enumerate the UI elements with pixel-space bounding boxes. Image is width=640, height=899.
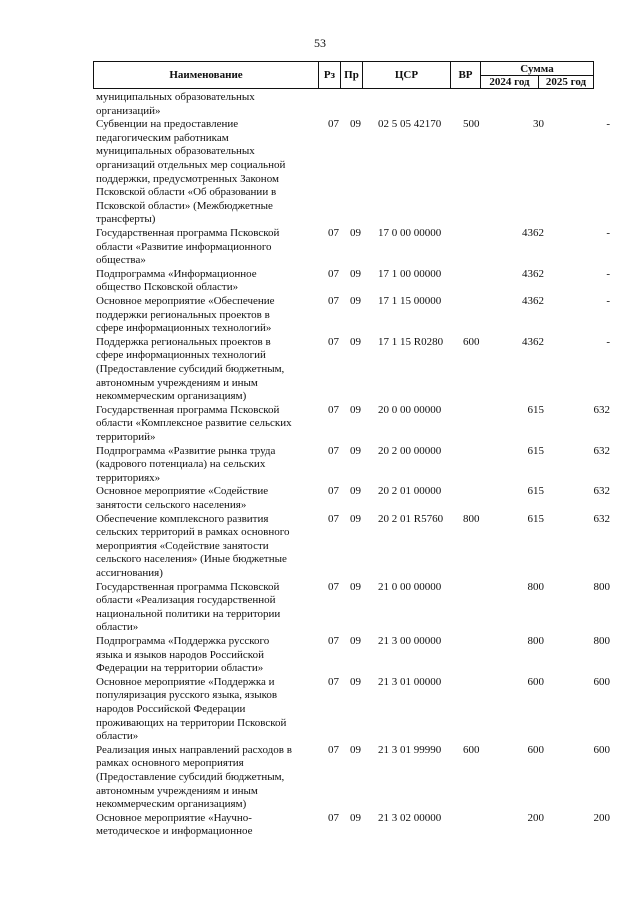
row-csr: 21 3 01 00000 xyxy=(378,675,442,688)
row-name-line: муниципальных образовательных xyxy=(96,145,255,158)
row-name xyxy=(96,295,314,336)
row-name-line: Государственная программа Псковской xyxy=(96,580,280,593)
row-sum-2025: 632 xyxy=(593,444,610,457)
row-name-line: языка и языков народов Российской xyxy=(96,648,264,661)
row-pr: 09 xyxy=(350,403,361,416)
row-csr: 02 5 05 42170 xyxy=(378,118,442,131)
row-csr: 17 1 15 00000 xyxy=(378,294,442,307)
row-name-line: сельских территорий в рамках основного xyxy=(96,526,290,539)
row-name-line: проживающих на территории Псковской xyxy=(96,716,287,729)
row-pr: 09 xyxy=(350,335,361,348)
row-pr: 09 xyxy=(350,634,361,647)
header-pr: Пр xyxy=(341,62,363,89)
row-sum-2025: 800 xyxy=(593,634,610,647)
row-sum-2025: 632 xyxy=(593,512,610,525)
row-sum-2024: 600 xyxy=(527,743,544,756)
row-name xyxy=(96,268,314,295)
table-row xyxy=(0,227,640,268)
table-header xyxy=(93,61,594,89)
row-name-line: территорий» xyxy=(96,430,156,443)
row-csr: 20 0 00 00000 xyxy=(378,403,442,416)
row-name-line: некоммерческим организациям) xyxy=(96,798,247,811)
row-csr: 21 3 00 00000 xyxy=(378,634,442,647)
table-row xyxy=(0,513,640,581)
row-pr: 09 xyxy=(350,675,361,688)
header-vr: ВР xyxy=(451,62,481,89)
row-rz: 07 xyxy=(328,743,339,756)
row-name-line: Подпрограмма «Информационное xyxy=(96,267,257,280)
row-name-line: Псковской области» (Межбюджетные xyxy=(96,199,273,212)
row-name-line: народов Российской Федерации xyxy=(96,702,246,715)
table-row xyxy=(0,485,640,512)
header-2025: 2025 год xyxy=(539,76,594,89)
row-pr: 09 xyxy=(350,226,361,239)
row-name-line: области «Реализация государственной xyxy=(96,594,276,607)
row-vr: 600 xyxy=(463,335,480,348)
row-name-line: Поддержка региональных проектов в xyxy=(96,335,271,348)
row-name xyxy=(96,812,314,839)
row-pr: 09 xyxy=(350,485,361,498)
row-rz: 07 xyxy=(328,485,339,498)
table-body xyxy=(0,91,640,839)
row-sum-2024: 615 xyxy=(527,403,544,416)
table-row xyxy=(0,635,640,676)
row-name-line: педагогическим работникам xyxy=(96,131,229,144)
row-name-line: общества» xyxy=(96,254,146,267)
header-2024: 2024 год xyxy=(481,76,539,89)
row-sum-2025: 600 xyxy=(593,675,610,688)
row-pr: 09 xyxy=(350,743,361,756)
row-name-line: Основное мероприятие «Содействие xyxy=(96,485,269,498)
row-sum-2024: 800 xyxy=(527,634,544,647)
row-name-line: методическое и информационное xyxy=(96,825,253,838)
row-sum-2025: - xyxy=(606,118,610,131)
row-pr: 09 xyxy=(350,444,361,457)
row-name-line: автономным учреждениям и иным xyxy=(96,784,258,797)
row-name xyxy=(96,91,314,118)
row-pr: 09 xyxy=(350,118,361,131)
row-name xyxy=(96,485,314,512)
row-name xyxy=(96,118,314,227)
row-sum-2025: 800 xyxy=(593,580,610,593)
row-name-line: популяризация русского языка, языков xyxy=(96,689,278,702)
row-rz: 07 xyxy=(328,226,339,239)
row-rz: 07 xyxy=(328,634,339,647)
row-name-line: некоммерческим организациям) xyxy=(96,390,247,403)
row-sum-2025: - xyxy=(606,226,610,239)
row-sum-2024: 4362 xyxy=(522,294,544,307)
table-row xyxy=(0,744,640,812)
row-name xyxy=(96,336,314,404)
header-rz: Рз xyxy=(319,62,341,89)
row-sum-2024: 4362 xyxy=(522,267,544,280)
row-sum-2025: - xyxy=(606,294,610,307)
row-name-line: Основное мероприятие «Обеспечение xyxy=(96,294,275,307)
table-row xyxy=(0,581,640,635)
row-csr: 21 0 00 00000 xyxy=(378,580,442,593)
row-name-line: Реализация иных направлений расходов в xyxy=(96,743,292,756)
row-name-line: сфере информационных технологий xyxy=(96,349,266,362)
row-rz: 07 xyxy=(328,335,339,348)
row-rz: 07 xyxy=(328,444,339,457)
row-name-line: Псковской области «Об образовании в xyxy=(96,186,277,199)
row-name-line: области» xyxy=(96,730,139,743)
table-row xyxy=(0,295,640,336)
header-csr: ЦСР xyxy=(363,62,451,89)
row-sum-2024: 615 xyxy=(527,512,544,525)
row-sum-2024: 4362 xyxy=(522,335,544,348)
row-name-line: сельского населения» (Иные бюджетные xyxy=(96,553,287,566)
row-name-line: трансферты) xyxy=(96,213,156,226)
row-csr: 17 0 00 00000 xyxy=(378,226,442,239)
row-name-line: рамках основного мероприятия xyxy=(96,757,244,770)
row-csr: 20 2 01 R5760 xyxy=(378,512,444,525)
row-name xyxy=(96,227,314,268)
row-name-line: Государственная программа Псковской xyxy=(96,226,280,239)
row-name xyxy=(96,404,314,445)
row-name xyxy=(96,513,314,581)
table-row xyxy=(0,676,640,744)
row-name-line: (Предоставление субсидий бюджетным, xyxy=(96,362,285,375)
row-csr: 20 2 01 00000 xyxy=(378,485,442,498)
row-name-line: (кадрового потенциала) на сельских xyxy=(96,458,266,471)
row-sum-2024: 615 xyxy=(527,485,544,498)
row-rz: 07 xyxy=(328,675,339,688)
row-sum-2025: 632 xyxy=(593,403,610,416)
row-name-line: области» xyxy=(96,621,139,634)
row-csr: 20 2 00 00000 xyxy=(378,444,442,457)
table-row xyxy=(0,404,640,445)
row-pr: 09 xyxy=(350,512,361,525)
row-sum-2024: 800 xyxy=(527,580,544,593)
row-name xyxy=(96,744,314,812)
row-sum-2025: 632 xyxy=(593,485,610,498)
row-name-line: ассигнования) xyxy=(96,566,163,579)
table-row xyxy=(0,91,640,118)
row-name-line: Субвенции на предоставление xyxy=(96,118,239,131)
row-name-line: Подпрограмма «Развитие рынка труда xyxy=(96,444,276,457)
row-name-line: муниципальных образовательных xyxy=(96,91,255,103)
row-csr: 21 3 02 00000 xyxy=(378,811,442,824)
row-name-line: Федерации на территории области» xyxy=(96,662,264,675)
row-rz: 07 xyxy=(328,118,339,131)
row-pr: 09 xyxy=(350,267,361,280)
row-pr: 09 xyxy=(350,811,361,824)
row-name-line: области «Развитие информационного xyxy=(96,240,272,253)
row-sum-2024: 600 xyxy=(527,675,544,688)
row-name xyxy=(96,581,314,635)
row-sum-2025: - xyxy=(606,335,610,348)
row-name-line: (Предоставление субсидий бюджетным, xyxy=(96,770,285,783)
row-vr: 500 xyxy=(463,118,480,131)
row-rz: 07 xyxy=(328,512,339,525)
table-row xyxy=(0,445,640,486)
row-name-line: Подпрограмма «Поддержка русского xyxy=(96,634,270,647)
table-row xyxy=(0,336,640,404)
header-name: Наименование xyxy=(94,62,319,89)
row-rz: 07 xyxy=(328,294,339,307)
row-rz: 07 xyxy=(328,811,339,824)
row-name-line: организаций» xyxy=(96,104,161,117)
row-sum-2025: - xyxy=(606,267,610,280)
row-name-line: поддержки региональных проектов в xyxy=(96,308,270,321)
row-csr: 17 1 15 R0280 xyxy=(378,335,444,348)
row-name-line: сфере информационных технологий» xyxy=(96,322,272,335)
page-number: 53 xyxy=(314,36,326,50)
table-row xyxy=(0,118,640,227)
row-rz: 07 xyxy=(328,267,339,280)
row-rz: 07 xyxy=(328,403,339,416)
table-row xyxy=(0,268,640,295)
row-name-line: мероприятия «Содействие занятости xyxy=(96,539,269,552)
row-vr: 600 xyxy=(463,743,480,756)
row-name-line: области «Комплексное развитие сельских xyxy=(96,417,292,430)
row-name-line: организаций отдельных мер социальной xyxy=(96,158,286,171)
row-name-line: занятости сельского населения» xyxy=(96,498,247,511)
row-name-line: общество Псковской области» xyxy=(96,281,239,294)
row-sum-2024: 30 xyxy=(533,118,544,131)
row-vr: 800 xyxy=(463,512,480,525)
row-sum-2024: 615 xyxy=(527,444,544,457)
row-csr: 17 1 00 00000 xyxy=(378,267,442,280)
row-name-line: Основное мероприятие «Научно- xyxy=(96,811,252,824)
row-name-line: Обеспечение комплексного развития xyxy=(96,512,269,525)
row-name xyxy=(96,676,314,744)
row-sum-2024: 4362 xyxy=(522,226,544,239)
row-name-line: территориях» xyxy=(96,471,161,484)
row-name-line: поддержки, предусмотренных Законом xyxy=(96,172,279,185)
row-sum-2024: 200 xyxy=(527,811,544,824)
row-sum-2025: 200 xyxy=(593,811,610,824)
row-pr: 09 xyxy=(350,294,361,307)
row-name-line: национальной политики на территории xyxy=(96,607,281,620)
row-sum-2025: 600 xyxy=(593,743,610,756)
row-name xyxy=(96,635,314,676)
row-name-line: автономным учреждениям и иным xyxy=(96,376,258,389)
header-sum: Сумма xyxy=(481,62,594,76)
row-name-line: Основное мероприятие «Поддержка и xyxy=(96,675,275,688)
row-pr: 09 xyxy=(350,580,361,593)
row-name xyxy=(96,445,314,486)
row-name-line: Государственная программа Псковской xyxy=(96,403,280,416)
table-row xyxy=(0,812,640,839)
row-csr: 21 3 01 99990 xyxy=(378,743,442,756)
row-rz: 07 xyxy=(328,580,339,593)
